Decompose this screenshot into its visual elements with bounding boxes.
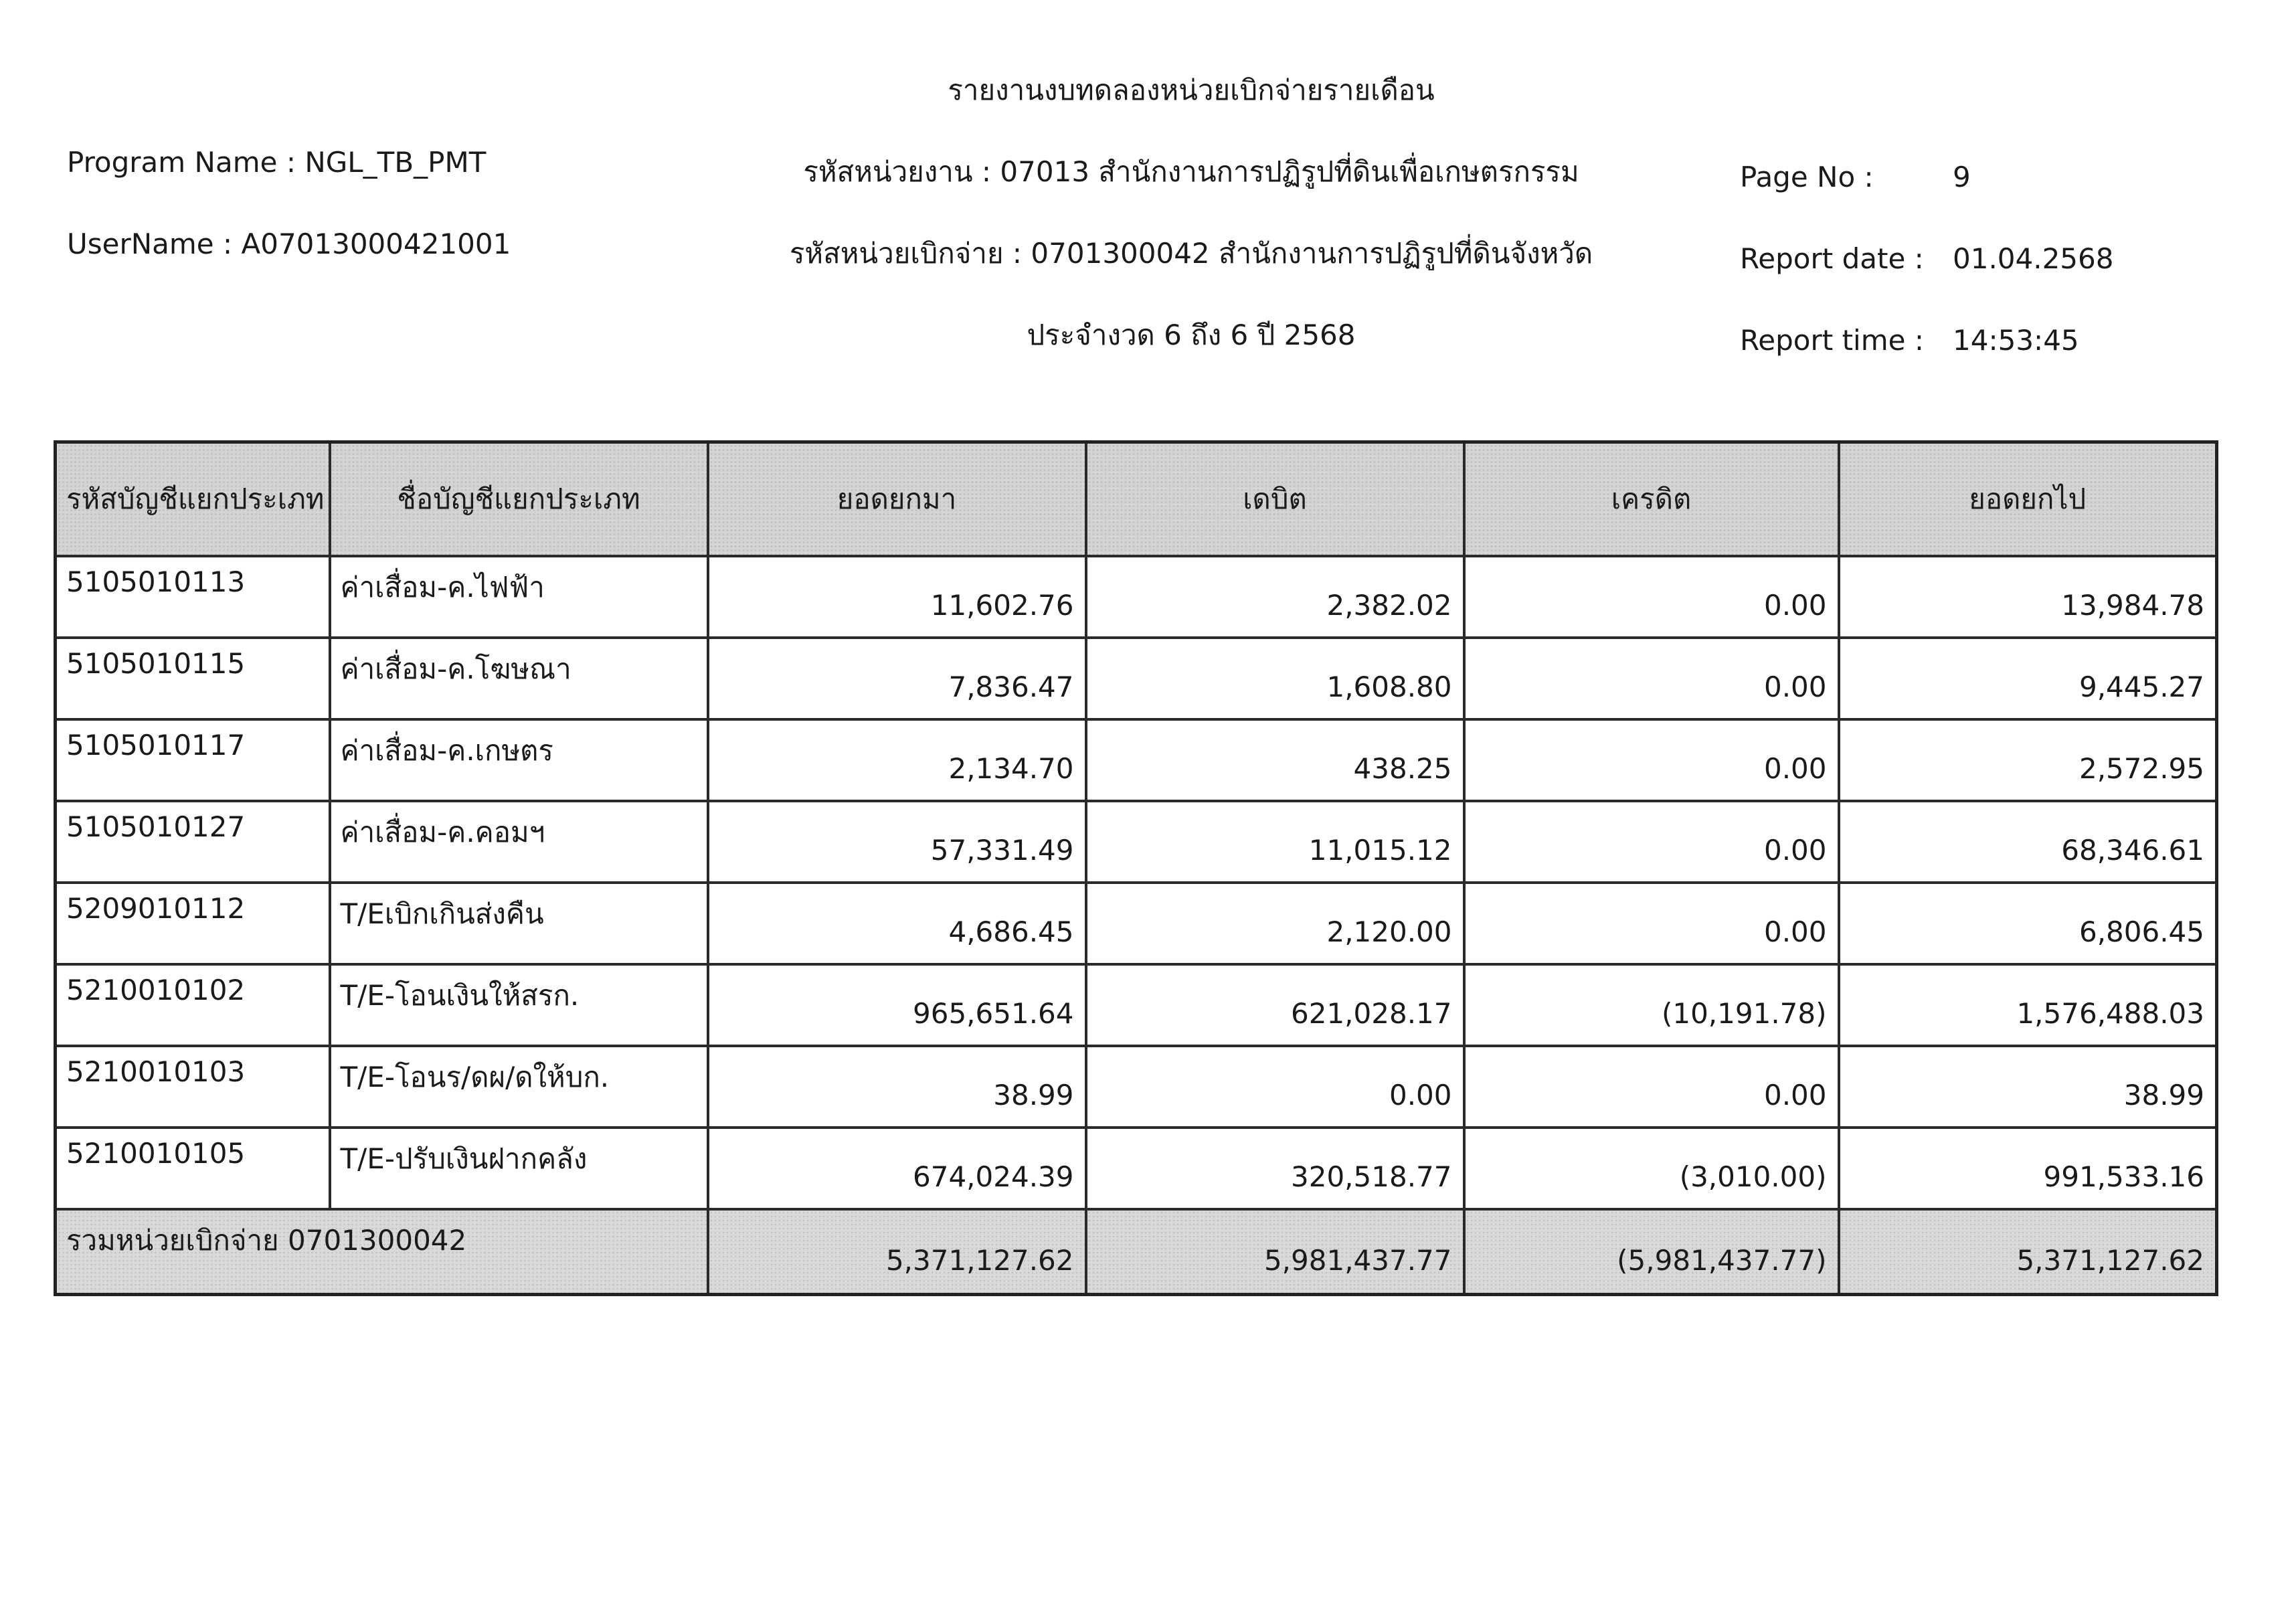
account-code: 5210010105 <box>56 1128 330 1209</box>
opening-balance: 11,602.76 <box>708 556 1086 638</box>
table-row <box>56 719 2217 801</box>
credit-amount: 0.00 <box>1464 556 1839 638</box>
report-time-label: Report time : <box>1740 324 1924 357</box>
credit-amount: (3,010.00) <box>1464 1128 1839 1209</box>
account-name: ค่าเสื่อม-ค.โฆษณา <box>330 638 708 719</box>
account-name: T/E-ปรับเงินฝากคลัง <box>330 1128 708 1209</box>
col-header-opening-balance: ยอดยกมา <box>708 442 1086 556</box>
trial-balance-table <box>54 440 2218 1296</box>
report-date-label: Report date : <box>1740 242 1924 275</box>
debit-amount: 0.00 <box>1086 1046 1464 1128</box>
account-name: T/E-โอนเงินให้สรก. <box>330 964 708 1046</box>
closing-balance: 1,576,488.03 <box>1839 964 2217 1046</box>
closing-balance: 68,346.61 <box>1839 801 2217 883</box>
table-row <box>56 801 2217 883</box>
table-row <box>56 556 2217 638</box>
report-title: รายงานงบทดลองหน่วยเบิกจ่ายรายเดือน <box>948 74 1435 106</box>
total-opening-balance: 5,371,127.62 <box>708 1209 1086 1295</box>
opening-balance: 7,836.47 <box>708 638 1086 719</box>
debit-amount: 621,028.17 <box>1086 964 1464 1046</box>
total-closing-balance: 5,371,127.62 <box>1839 1209 2217 1295</box>
col-header-account-code: รหัสบัญชีแยกประเภท <box>56 442 330 556</box>
opening-balance: 57,331.49 <box>708 801 1086 883</box>
col-header-account-name: ชื่อบัญชีแยกประเภท <box>330 442 708 556</box>
table-row <box>56 638 2217 719</box>
account-code: 5105010113 <box>56 556 330 638</box>
agency-code: รหัสหน่วยงาน : 07013 สำนักงานการปฏิรูปที่ดินเพื่อเกษตรกรรม <box>803 155 1579 188</box>
col-header-closing-balance: ยอดยกไป <box>1839 442 2217 556</box>
account-code: 5105010115 <box>56 638 330 719</box>
opening-balance: 965,651.64 <box>708 964 1086 1046</box>
debit-amount: 1,608.80 <box>1086 638 1464 719</box>
total-label: รวมหน่วยเบิกจ่าย 0701300042 <box>56 1209 708 1295</box>
opening-balance: 4,686.45 <box>708 883 1086 964</box>
credit-amount: 0.00 <box>1464 1046 1839 1128</box>
account-code: 5105010127 <box>56 801 330 883</box>
col-header-debit: เดบิต <box>1086 442 1464 556</box>
opening-balance: 38.99 <box>708 1046 1086 1128</box>
opening-balance: 2,134.70 <box>708 719 1086 801</box>
debit-amount: 320,518.77 <box>1086 1128 1464 1209</box>
account-name: T/E-โอนร/ดผ/ดให้บก. <box>330 1046 708 1128</box>
closing-balance: 9,445.27 <box>1839 638 2217 719</box>
debit-amount: 11,015.12 <box>1086 801 1464 883</box>
account-code: 5210010103 <box>56 1046 330 1128</box>
report-date-value: 01.04.2568 <box>1953 242 2114 275</box>
debit-amount: 438.25 <box>1086 719 1464 801</box>
col-header-credit: เครดิต <box>1464 442 1839 556</box>
account-code: 5210010102 <box>56 964 330 1046</box>
account-name: ค่าเสื่อม-ค.คอมฯ <box>330 801 708 883</box>
closing-balance: 6,806.45 <box>1839 883 2217 964</box>
closing-balance: 13,984.78 <box>1839 556 2217 638</box>
credit-amount: 0.00 <box>1464 801 1839 883</box>
table-row <box>56 1128 2217 1209</box>
credit-amount: 0.00 <box>1464 719 1839 801</box>
closing-balance: 991,533.16 <box>1839 1128 2217 1209</box>
table-header-row <box>56 442 2217 556</box>
table-row <box>56 1046 2217 1128</box>
credit-amount: (10,191.78) <box>1464 964 1839 1046</box>
account-code: 5105010117 <box>56 719 330 801</box>
table-row <box>56 964 2217 1046</box>
report-time-value: 14:53:45 <box>1953 324 2079 357</box>
total-credit: (5,981,437.77) <box>1464 1209 1839 1295</box>
total-debit: 5,981,437.77 <box>1086 1209 1464 1295</box>
credit-amount: 0.00 <box>1464 883 1839 964</box>
opening-balance: 674,024.39 <box>708 1128 1086 1209</box>
report-period: ประจำงวด 6 ถึง 6 ปี 2568 <box>1027 319 1356 351</box>
disbursing-unit-code: รหัสหน่วยเบิกจ่าย : 0701300042 สำนักงานการปฏิรูปที่ดินจังหวัด <box>789 237 1593 270</box>
account-name: T/Eเบิกเกินส่งคืน <box>330 883 708 964</box>
credit-amount: 0.00 <box>1464 638 1839 719</box>
account-code: 5209010112 <box>56 883 330 964</box>
page-no-value: 9 <box>1953 161 1971 193</box>
program-name: Program Name : NGL_TB_PMT <box>67 146 487 179</box>
user-name: UserName : A07013000421001 <box>67 228 511 260</box>
closing-balance: 2,572.95 <box>1839 719 2217 801</box>
total-row <box>56 1209 2217 1295</box>
account-name: ค่าเสื่อม-ค.ไฟฟ้า <box>330 556 708 638</box>
table-row <box>56 883 2217 964</box>
account-name: ค่าเสื่อม-ค.เกษตร <box>330 719 708 801</box>
debit-amount: 2,382.02 <box>1086 556 1464 638</box>
debit-amount: 2,120.00 <box>1086 883 1464 964</box>
closing-balance: 38.99 <box>1839 1046 2217 1128</box>
page-no-label: Page No : <box>1740 161 1874 193</box>
